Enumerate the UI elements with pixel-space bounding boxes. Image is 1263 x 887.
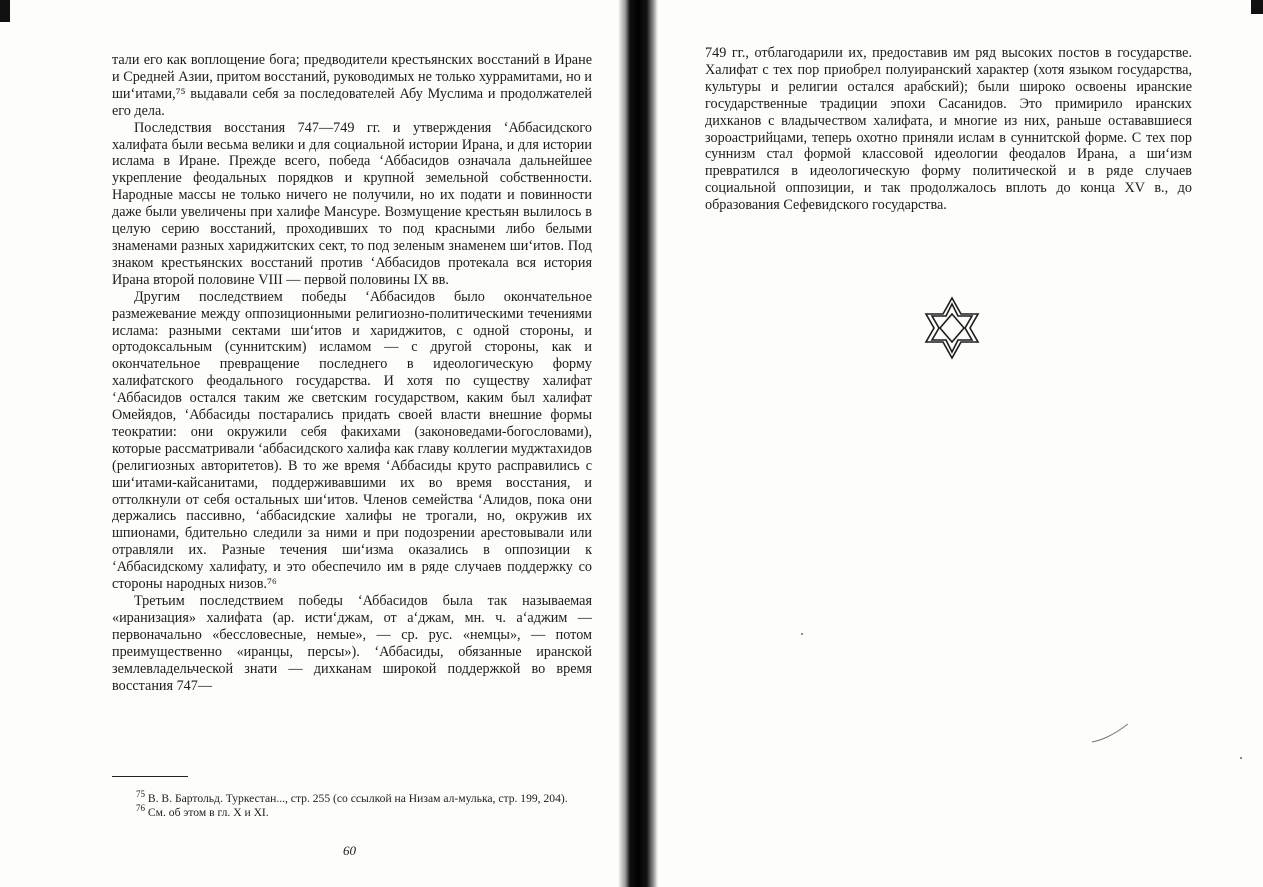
scan-corner-mark bbox=[0, 0, 10, 22]
footnote-text: См. об этом в гл. X и XI. bbox=[147, 805, 269, 819]
paragraph: тали его как воплощение бога; предводители крестьянских восстаний в Иране и Средней Азии, притом восстаний, руководимых не только хуррамитами, но и ши‘итами,⁷⁵ выдавали себя за последователей Абу Муслима и продолжателей его дела. bbox=[112, 52, 592, 119]
star-knot-ornament-icon bbox=[918, 294, 986, 362]
book-gutter-shadow bbox=[618, 0, 658, 887]
footnote-number: 76 bbox=[136, 802, 145, 813]
paragraph: 749 гг., отблагодарили их, предоставив им ряд высоких постов в государстве. Халифат с тех пор приобрел полуиранский характер (хотя языком государства, культуры и религии остался арабский); были широко освоены иранские государственные традиции эпохи Сасанидов. Это примирило иранских дихканов с владычеством халифата, и многие из них, раньше остававшиеся зороастрийцами, теперь охотно приняли ислам в суннитской форме. С тех пор суннизм стал формой классовой идеологии феодалов Ирана, а ши‘изм превратился в идеологическую форму политической и в ряде случаев социальной оппозиции, и так продолжалось вплоть до конца XV в., до образования Сефевидского государства. bbox=[705, 45, 1192, 214]
paragraph: Последствия восстания 747—749 гг. и утверждения ‘Аббасидского халифата были весьма велики и для социальной истории Ирана, и для истории ислама в Иране. Прежде всего, победа ‘Аббасидов означала дальнейшее укрепление феодальных порядков и крупной земельной собственности. Народные массы не только ничего не получили, но их подати и повинности даже были увеличены при халифе Мансуре. Возмущение крестьян вылилось в целую серию восстаний, проходивших то под красными либо белыми знаменами разных хариджитских сект, то под зеленым знаменем ши‘итов. Под знаком крестьянских восстаний против ‘Аббасидов протекала вся история Ирана второй половине VIII — первой половины IX вв. bbox=[112, 119, 592, 288]
footnote bbox=[112, 802, 598, 820]
footnote bbox=[112, 789, 598, 806]
paragraph: Третьим последствием победы ‘Аббасидов была так называемая «иранизация» халифата (ар. исти‘джам, от а‘джам, мн. ч. а‘аджим — первоначально «бессловесные, немые», — ср. рус. «немцы», — потом преимущественно «иранцы, персы»). ‘Аббасиды, обязанные иранской землевладельческой знати — дихканам широкой поддержкой во время восстания 747— bbox=[112, 593, 592, 694]
footnotes bbox=[112, 789, 598, 819]
right-page-text bbox=[705, 45, 1192, 214]
scan-speck bbox=[1240, 757, 1242, 759]
footnote-divider bbox=[112, 776, 188, 777]
footnote-number: 75 bbox=[136, 789, 145, 800]
page-number: 60 bbox=[343, 843, 356, 858]
scan-speck bbox=[801, 633, 803, 635]
left-page-text bbox=[112, 52, 592, 694]
paragraph: Другим последствием победы ‘Аббасидов было окончательное размежевание между оппозиционными религиозно-политическими течениями ислама: разными сектами ши‘итов и хариджитов, с одной стороны, и ортодоксальным (суннитским) исламом — с другой стороны, как и окончательное превращение последнего в идеологическую форму халифатского феодального государства. И хотя по существу халифат ‘Аббасидов остался таким же светским государством, каким был халифат Омейядов, ‘Аббасиды постарались придать своей власти внешние формы теократии: они окружили себя факихами (законоведами-богословами), которые рассматривали ‘аббасидского халифа как главу коллегии муджтахидов (религиозных авторитетов). В то же время ‘Аббасиды круто расправились с ши‘итами-кайсанитами, поддерживавшими их во время восстания, и оттолкнули от себя остальных ши‘итов. Членов семейства ‘Алидов, пока они держались пассивно, ‘аббасидские халифы не трогали, но, окружив их шпионами, бдительно следили за ними и при подозрении арестовывали или отравляли их. Разные течения ши‘изма оказались в оппозиции к ‘Аббасидскому халифату, и это обеспечило им в ряде случаев поддержку со стороны народных низов.⁷⁶ bbox=[112, 288, 592, 593]
scan-corner-mark bbox=[1251, 0, 1263, 14]
footnote-text: В. В. Бартольд. Туркестан..., стр. 255 (со ссылкой на Низам ал-мулька, стр. 199, 204). bbox=[147, 792, 568, 805]
scan-scratch bbox=[1090, 722, 1130, 744]
